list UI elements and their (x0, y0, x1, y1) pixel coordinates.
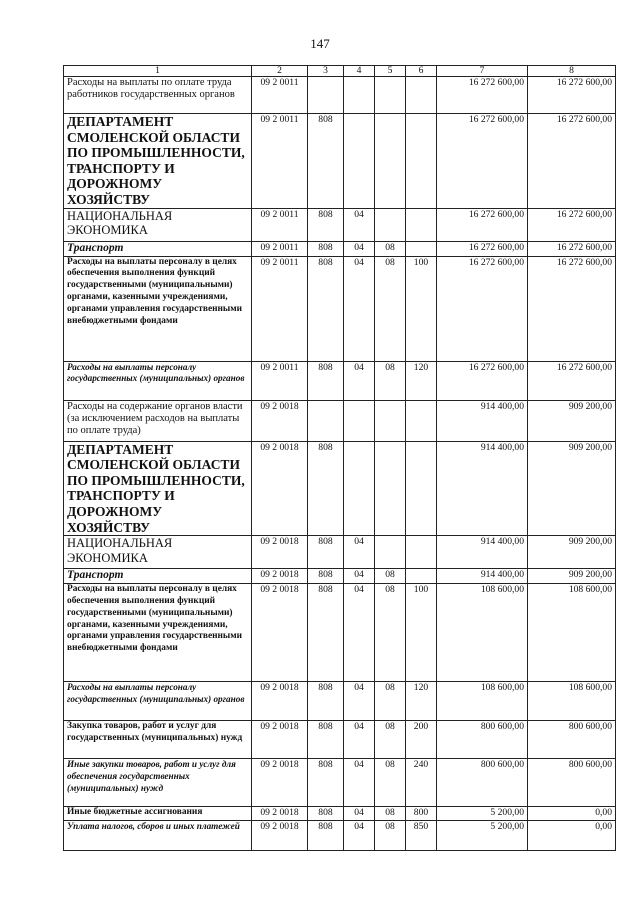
sum-2016-cell: 16 272 600,00 (528, 256, 616, 361)
header-cell: 4 (344, 66, 375, 77)
pr-cell (375, 400, 406, 441)
sum-2016-cell: 16 272 600,00 (528, 208, 616, 241)
name-cell: НАЦИОНАЛЬНАЯ ЭКОНОМИКА (64, 536, 252, 569)
vr-cell: 200 (406, 721, 437, 759)
table-row (64, 400, 616, 441)
vr-cell (406, 77, 437, 114)
pr-cell: 08 (375, 682, 406, 721)
name-cell: Транспорт (64, 241, 252, 256)
header-cell: 8 (528, 66, 616, 77)
sum-2015-cell: 16 272 600,00 (437, 114, 528, 209)
code-cell: 09 2 0011 (252, 114, 308, 209)
sum-2015-cell: 16 272 600,00 (437, 256, 528, 361)
table-row (64, 584, 616, 682)
ved-cell: 808 (308, 721, 344, 759)
sum-2015-cell: 914 400,00 (437, 400, 528, 441)
vr-cell: 120 (406, 682, 437, 721)
name-cell: Расходы на выплаты персоналу в целях обеспечения выполнения функций государственными (муниципальными) органами, казенными учреждениями, органами управления государственными внебюджетными фондами (64, 256, 252, 361)
code-cell: 09 2 0018 (252, 759, 308, 807)
header-cell: 5 (375, 66, 406, 77)
code-cell: 09 2 0018 (252, 536, 308, 569)
sum-2015-cell: 5 200,00 (437, 807, 528, 821)
table-row (64, 721, 616, 759)
sum-2015-cell: 800 600,00 (437, 721, 528, 759)
budget-table (63, 65, 616, 851)
vr-cell (406, 208, 437, 241)
pr-cell: 08 (375, 821, 406, 851)
header-cell: 7 (437, 66, 528, 77)
sum-2016-cell: 108 600,00 (528, 682, 616, 721)
sum-2016-cell: 0,00 (528, 807, 616, 821)
vr-cell (406, 114, 437, 209)
header-row (64, 66, 616, 77)
ved-cell: 808 (308, 208, 344, 241)
name-cell: ДЕПАРТАМЕНТ СМОЛЕНСКОЙ ОБЛАСТИ ПО ПРОМЫШЛЕННОСТИ, ТРАНСПОРТУ И ДОРОЖНОМУ ХОЗЯЙСТВУ (64, 441, 252, 536)
vr-cell (406, 569, 437, 584)
code-cell: 09 2 0011 (252, 256, 308, 361)
sum-2015-cell: 914 400,00 (437, 441, 528, 536)
vr-cell: 120 (406, 361, 437, 400)
sum-2015-cell: 16 272 600,00 (437, 208, 528, 241)
ved-cell: 808 (308, 441, 344, 536)
ved-cell: 808 (308, 807, 344, 821)
sum-2016-cell: 16 272 600,00 (528, 77, 616, 114)
rz-cell: 04 (344, 807, 375, 821)
pr-cell (375, 441, 406, 536)
sum-2016-cell: 909 200,00 (528, 441, 616, 536)
sum-2016-cell: 909 200,00 (528, 400, 616, 441)
vr-cell: 850 (406, 821, 437, 851)
header-cell: 3 (308, 66, 344, 77)
table-row (64, 241, 616, 256)
table-row (64, 77, 616, 114)
table-row (64, 536, 616, 569)
sum-2016-cell: 800 600,00 (528, 759, 616, 807)
pr-cell: 08 (375, 721, 406, 759)
sum-2015-cell: 108 600,00 (437, 584, 528, 682)
ved-cell (308, 77, 344, 114)
rz-cell: 04 (344, 721, 375, 759)
ved-cell: 808 (308, 569, 344, 584)
vr-cell (406, 536, 437, 569)
name-cell: Расходы на выплаты персоналу государственных (муниципальных) органов (64, 682, 252, 721)
header-cell: 2 (252, 66, 308, 77)
rz-cell: 04 (344, 821, 375, 851)
rz-cell: 04 (344, 536, 375, 569)
ved-cell: 808 (308, 536, 344, 569)
name-cell: НАЦИОНАЛЬНАЯ ЭКОНОМИКА (64, 208, 252, 241)
sum-2016-cell: 16 272 600,00 (528, 241, 616, 256)
pr-cell: 08 (375, 807, 406, 821)
vr-cell (406, 241, 437, 256)
name-cell: Расходы на выплаты персоналу в целях обеспечения выполнения функций государственными (муниципальными) органами, казенными учреждениями, органами управления государственными внебюджетными фондами (64, 584, 252, 682)
table-row (64, 821, 616, 851)
pr-cell: 08 (375, 241, 406, 256)
pr-cell: 08 (375, 256, 406, 361)
vr-cell: 100 (406, 256, 437, 361)
table-row (64, 208, 616, 241)
sum-2015-cell: 108 600,00 (437, 682, 528, 721)
ved-cell: 808 (308, 759, 344, 807)
sum-2016-cell: 909 200,00 (528, 536, 616, 569)
rz-cell: 04 (344, 759, 375, 807)
header-cell: 1 (64, 66, 252, 77)
sum-2015-cell: 16 272 600,00 (437, 361, 528, 400)
vr-cell: 800 (406, 807, 437, 821)
code-cell: 09 2 0011 (252, 208, 308, 241)
rz-cell: 04 (344, 208, 375, 241)
rz-cell: 04 (344, 584, 375, 682)
code-cell: 09 2 0018 (252, 721, 308, 759)
name-cell: Расходы на выплаты по оплате труда работников государственных органов (64, 77, 252, 114)
pr-cell: 08 (375, 759, 406, 807)
pr-cell (375, 208, 406, 241)
rz-cell: 04 (344, 241, 375, 256)
header-cell: 6 (406, 66, 437, 77)
code-cell: 09 2 0018 (252, 807, 308, 821)
ved-cell (308, 400, 344, 441)
code-cell: 09 2 0018 (252, 569, 308, 584)
ved-cell: 808 (308, 361, 344, 400)
ved-cell: 808 (308, 821, 344, 851)
rz-cell: 04 (344, 256, 375, 361)
code-cell: 09 2 0011 (252, 241, 308, 256)
rz-cell (344, 400, 375, 441)
table-row (64, 114, 616, 209)
code-cell: 09 2 0011 (252, 361, 308, 400)
table-row (64, 569, 616, 584)
name-cell: Закупка товаров, работ и услуг для государственных (муниципальных) нужд (64, 721, 252, 759)
name-cell: Расходы на содержание органов власти (за исключением расходов на выплаты по оплате труда) (64, 400, 252, 441)
sum-2016-cell: 16 272 600,00 (528, 361, 616, 400)
table-row (64, 759, 616, 807)
sum-2015-cell: 914 400,00 (437, 536, 528, 569)
rz-cell (344, 77, 375, 114)
sum-2016-cell: 108 600,00 (528, 584, 616, 682)
rz-cell: 04 (344, 569, 375, 584)
vr-cell: 240 (406, 759, 437, 807)
name-cell: ДЕПАРТАМЕНТ СМОЛЕНСКОЙ ОБЛАСТИ ПО ПРОМЫШЛЕННОСТИ, ТРАНСПОРТУ И ДОРОЖНОМУ ХОЗЯЙСТВУ (64, 114, 252, 209)
sum-2016-cell: 909 200,00 (528, 569, 616, 584)
pr-cell (375, 77, 406, 114)
table-row (64, 682, 616, 721)
vr-cell (406, 441, 437, 536)
pr-cell: 08 (375, 361, 406, 400)
ved-cell: 808 (308, 256, 344, 361)
sum-2016-cell: 16 272 600,00 (528, 114, 616, 209)
code-cell: 09 2 0018 (252, 441, 308, 536)
ved-cell: 808 (308, 241, 344, 256)
pr-cell: 08 (375, 584, 406, 682)
name-cell: Уплата налогов, сборов и иных платежей (64, 821, 252, 851)
sum-2015-cell: 800 600,00 (437, 759, 528, 807)
table-row (64, 256, 616, 361)
ved-cell: 808 (308, 682, 344, 721)
name-cell: Иные бюджетные ассигнования (64, 807, 252, 821)
code-cell: 09 2 0018 (252, 682, 308, 721)
rz-cell (344, 114, 375, 209)
sum-2015-cell: 16 272 600,00 (437, 77, 528, 114)
pr-cell (375, 114, 406, 209)
ved-cell: 808 (308, 114, 344, 209)
page-number: 147 (310, 36, 330, 51)
code-cell: 09 2 0018 (252, 584, 308, 682)
name-cell: Расходы на выплаты персоналу государственных (муниципальных) органов (64, 361, 252, 400)
code-cell: 09 2 0018 (252, 821, 308, 851)
rz-cell (344, 441, 375, 536)
pr-cell (375, 536, 406, 569)
name-cell: Транспорт (64, 569, 252, 584)
sum-2016-cell: 0,00 (528, 821, 616, 851)
vr-cell: 100 (406, 584, 437, 682)
code-cell: 09 2 0011 (252, 77, 308, 114)
table-row (64, 807, 616, 821)
rz-cell: 04 (344, 361, 375, 400)
vr-cell (406, 400, 437, 441)
table-row (64, 361, 616, 400)
rz-cell: 04 (344, 682, 375, 721)
pr-cell: 08 (375, 569, 406, 584)
name-cell: Иные закупки товаров, работ и услуг для обеспечения государственных (муниципальных) нужд (64, 759, 252, 807)
ved-cell: 808 (308, 584, 344, 682)
table-row (64, 441, 616, 536)
sum-2015-cell: 914 400,00 (437, 569, 528, 584)
sum-2016-cell: 800 600,00 (528, 721, 616, 759)
sum-2015-cell: 5 200,00 (437, 821, 528, 851)
code-cell: 09 2 0018 (252, 400, 308, 441)
sum-2015-cell: 16 272 600,00 (437, 241, 528, 256)
